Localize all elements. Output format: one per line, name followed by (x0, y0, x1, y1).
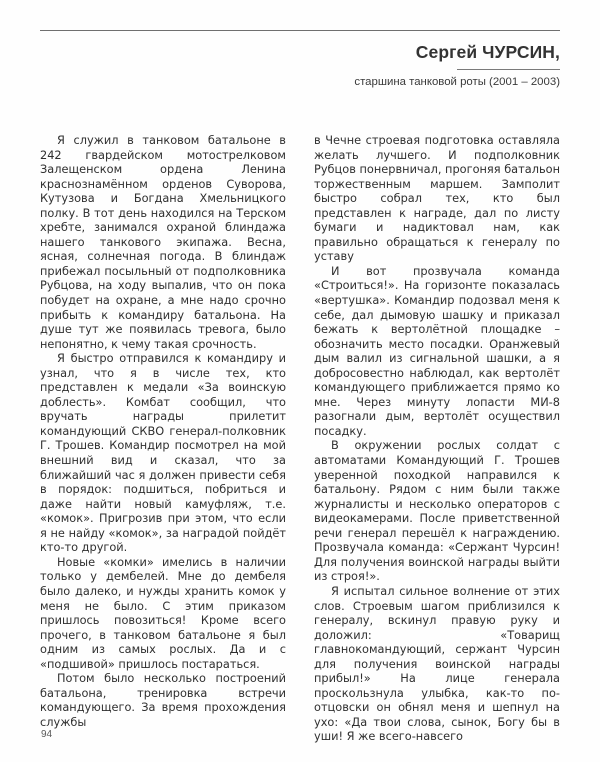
paragraph: Потом было несколько построений батальона, тренировка встречи командующего. За время прохождения службы (40, 671, 286, 729)
paragraph: Новые «комки» имелись в наличии только у дембелей. Мне до дембеля было далеко, и нужды хранить комок у меня не было. С этим приказом пришлось повозиться! Кроме всего прочего, в танковом батальоне я был одним из самых рослых. Да и с «подшивой» пришлось постараться. (40, 554, 286, 671)
author-name: Сергей ЧУРСИН, (415, 42, 560, 62)
author-role-subtitle: старшина танковой роты (2001 – 2003) (354, 76, 560, 89)
paragraph: Я испытал сильное волнение от этих слов. Строевым шагом приблизился к генералу, вскинул правую руку и доложил: «Товарищ главнокомандующий, сержант Чурсин для получения воинской награды прибыл!» На лице генерала проскользнула улыбка, как-то по-отцовски он обнял меня и шепнул на ухо: «Да твои слова, сынок, Богу бы в уши! Я же всего-навсего (314, 583, 560, 744)
header-divider-rule (457, 69, 560, 70)
paragraph: Я служил в танковом батальоне в 242 гвардейском мотострелковом Залещенском ордена Ленина краснознамённом орденов Суворова, Кутузова и Богдана Хмельницкого полку. В тот день находился на Терском хребте, занимался охраной блиндажа нашего танкового экипажа. Весна, ясная, солнечная погода. В блиндаж прибежал посыльный от подполковника Рубцова, на ходу выпалив, что он пока побудет на охране, а мне надо срочно прибыть к командиру батальона. На душе тут же появилась тревога, было непонятно, к чему такая срочность. (40, 133, 286, 351)
paragraph: В окружении рослых солдат с автоматами Командующий Г. Трошев уверенной походкой направился к батальону. Рядом с ним были также журналисты и несколько операторов с видеокамерами. После приветственной речи генерал перешёл к награждению. Прозвучала команда: «Сержант Чурсин! Для получения воинской награды выйти из строя!». (314, 438, 560, 584)
paragraph: Я быстро отправился к командиру и узнал, что я в числе тех, кто представлен к медали «За воинскую доблесть». Комбат сообщил, что вручать награды прилетит командующий СКВО генерал-полковник Г. Трошев. Командир посмотрел на мой внешний вид и сказал, что за ближайший час я должен привести себя в порядок: подшиться, побриться и даже найти новый камуфляж, т.е. «комок». Пригрозив при этом, что если я не найду «комок», за наградой пойдёт кто-то другой. (40, 351, 286, 555)
top-horizontal-rule (40, 30, 560, 31)
article-header (260, 42, 560, 88)
paragraph: в Чечне строевая подготовка оставляла желать лучшего. И подполковник Рубцов понервничал, прогоняя батальон торжественным маршем. Замполит быстро собрал тех, кто был представлен к награде, дал по листу бумаги и надиктовал нам, как правильно обращаться к генералу по уставу (314, 133, 560, 264)
right-column (314, 133, 560, 744)
left-column (40, 133, 286, 729)
page-number: 94 (41, 729, 53, 740)
paragraph: И вот прозвучала команда «Строиться!». На горизонте показалась «вертушка». Командир подозвал меня к себе, дал дымовую шашку и приказал бежать к вертолётной площадке – обозначить место посадки. Оранжевый дым валил из сигнальной шашки, а я добросовестно наблюдал, как вертолёт командующего приближается прямо ко мне. Через минуту лопасти МИ-8 разогнали дым, вертолёт осуществил посадку. (314, 263, 560, 438)
